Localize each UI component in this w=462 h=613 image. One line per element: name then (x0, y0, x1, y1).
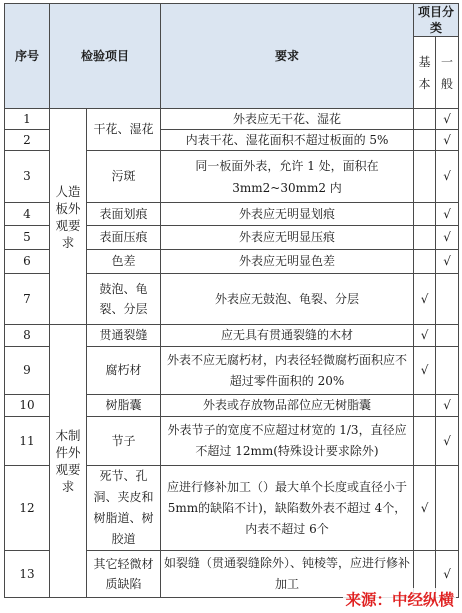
row-number: 3 (5, 151, 50, 203)
row-requirement: 外表应无鼓泡、龟裂、分层 (161, 274, 414, 325)
row-requirement: 外表应无明显色差 (161, 250, 414, 274)
table-row (5, 325, 459, 347)
row-general (436, 347, 459, 395)
row-basic (414, 417, 436, 466)
row-requirement: 应无具有贯通裂缝的木材 (161, 325, 414, 347)
row-subitem: 贯通裂缝 (87, 325, 161, 347)
row-requirement: 应进行修补加工（）最大单个长度或直径小于 5mm的缺陷不计)，缺陷数外表不超过 4个，内表不超过 6个 (161, 466, 414, 551)
header-class: 项目分类 (414, 4, 459, 37)
row-general: √ (436, 551, 459, 598)
row-subitem: 死节、孔洞、夹皮和树脂道、树胶道 (87, 466, 161, 551)
row-subitem: 其它轻微材质缺陷 (87, 551, 161, 598)
row-general: √ (436, 109, 459, 130)
header-seq: 序号 (5, 4, 50, 109)
row-basic (414, 250, 436, 274)
row-basic: √ (414, 466, 436, 551)
header-row (5, 4, 459, 37)
row-basic: √ (414, 274, 436, 325)
header-basic: 基本 (414, 37, 436, 109)
row-number: 10 (5, 395, 50, 417)
row-general: √ (436, 203, 459, 226)
table-row (5, 109, 459, 130)
row-number: 5 (5, 226, 50, 250)
row-number: 2 (5, 130, 50, 151)
row-requirement: 内表干花、湿花面积不超过板面的 5% (161, 130, 414, 151)
row-number: 12 (5, 466, 50, 551)
row-general (436, 274, 459, 325)
row-requirement: 外表或存放物品部位应无树脂囊 (161, 395, 414, 417)
header-item: 检验项目 (50, 4, 161, 109)
row-number: 9 (5, 347, 50, 395)
row-basic (414, 203, 436, 226)
row-general: √ (436, 130, 459, 151)
row-general (436, 466, 459, 551)
row-basic (414, 130, 436, 151)
row-requirement: 外表应无明显划痕 (161, 203, 414, 226)
row-requirement: 同一板面外表，允许 1 处，面积在 3mm2~30mm2 内 (161, 151, 414, 203)
row-general: √ (436, 250, 459, 274)
row-subitem: 污斑 (87, 151, 161, 203)
row-subitem: 腐朽材 (87, 347, 161, 395)
row-basic: √ (414, 325, 436, 347)
row-general (436, 325, 459, 347)
row-subitem: 节子 (87, 417, 161, 466)
row-subitem: 干花、湿花 (87, 109, 161, 151)
row-general: √ (436, 226, 459, 250)
inspection-table (4, 3, 459, 598)
row-basic: √ (414, 347, 436, 395)
row-subitem: 树脂囊 (87, 395, 161, 417)
row-requirement: 如裂缝（贯通裂缝除外）、钝棱等，应进行修补加工 (161, 551, 414, 598)
row-general: √ (436, 417, 459, 466)
row-requirement: 外表不应无腐朽材，内表径轻微腐朽面积应不超过零件面积的 20% (161, 347, 414, 395)
row-subitem: 表面划痕 (87, 203, 161, 226)
row-basic (414, 109, 436, 130)
row-requirement: 外表应无明显压痕 (161, 226, 414, 250)
header-general: 一般 (436, 37, 459, 109)
row-general: √ (436, 151, 459, 203)
row-number: 8 (5, 325, 50, 347)
row-basic (414, 395, 436, 417)
row-basic (414, 151, 436, 203)
row-subitem: 色差 (87, 250, 161, 274)
row-subitem: 鼓泡、龟裂、分层 (87, 274, 161, 325)
row-number: 11 (5, 417, 50, 466)
group-panel-label: 人造板外观要求 (50, 109, 87, 325)
source-watermark: 来源：中经纵横 (343, 588, 456, 610)
row-requirement: 外表节子的宽度不应超过材宽的 1/3，直径应不超过 12mm(特殊设计要求除外) (161, 417, 414, 466)
row-general: √ (436, 395, 459, 417)
row-number: 1 (5, 109, 50, 130)
group-wood-label: 木制件外观要求 (50, 325, 87, 598)
row-number: 13 (5, 551, 50, 598)
header-requirement: 要求 (161, 4, 414, 109)
row-basic (414, 226, 436, 250)
row-number: 4 (5, 203, 50, 226)
row-subitem: 表面压痕 (87, 226, 161, 250)
row-requirement: 外表应无干花、湿花 (161, 109, 414, 130)
row-number: 7 (5, 274, 50, 325)
row-number: 6 (5, 250, 50, 274)
